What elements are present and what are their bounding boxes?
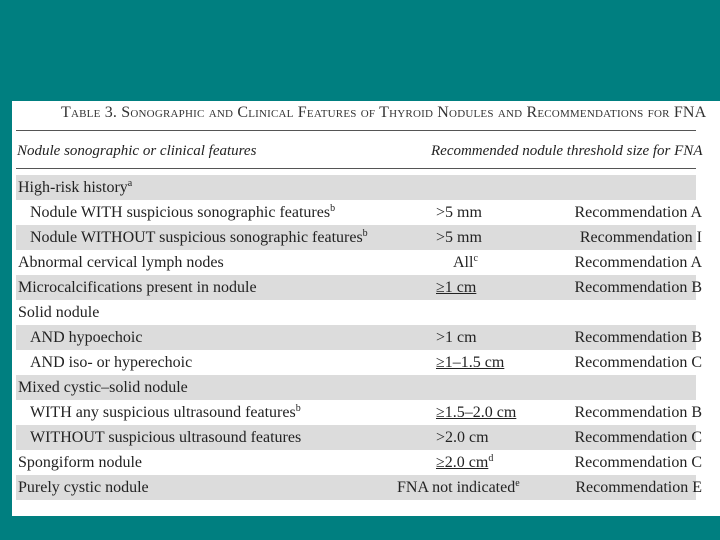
table-title: Table 3. Sonographic and Clinical Features of Thyroid Nodules and Recommendations for FNA [61, 104, 707, 121]
recommendation-cell: Recommendation C [574, 454, 702, 471]
table-row [16, 475, 702, 500]
table-row [16, 400, 702, 425]
table-row [16, 175, 696, 200]
recommendation-cell: Recommendation E [575, 479, 702, 496]
threshold-cell: >2.0 cm [436, 429, 489, 446]
recommendation-cell: Recommendation A [574, 254, 702, 271]
column-header-threshold: Recommended nodule threshold size for FNA [431, 143, 703, 159]
feature-cell: Microcalcifications present in nodule [18, 279, 257, 296]
recommendation-cell: Recommendation B [574, 279, 702, 296]
table-row [16, 425, 702, 450]
feature-cell: Solid nodule [18, 304, 100, 321]
table-row [16, 375, 696, 400]
feature-cell: Mixed cystic–solid nodule [18, 379, 188, 396]
threshold-cell: >5 mm [436, 229, 482, 246]
threshold-cell: All$^c$ [453, 253, 478, 271]
recommendation-cell: Recommendation C [574, 354, 702, 371]
feature-cell: Purely cystic nodule [18, 479, 149, 496]
recommendation-cell: Recommendation B [574, 404, 702, 421]
threshold-cell: ≥1.5–2.0 cm [436, 404, 517, 421]
feature-cell: WITH any suspicious ultrasound features$^b$ [30, 403, 301, 421]
threshold-cell: >1 cm [436, 329, 477, 346]
table-row [16, 350, 702, 375]
table-row [16, 250, 702, 275]
table-body [16, 175, 702, 500]
header-rule [16, 168, 696, 169]
feature-cell: Nodule WITH suspicious sonographic features$^b$ [30, 203, 336, 221]
threshold-cell: FNA not indicated$^e$ [397, 478, 520, 496]
table-row [16, 275, 702, 300]
feature-cell: Nodule WITHOUT suspicious sonographic features$^b$ [30, 228, 368, 246]
threshold-cell: ≥2.0 $cm^d$ [436, 453, 494, 471]
table-image [12, 101, 720, 516]
recommendation-cell: Recommendation I [579, 229, 702, 246]
threshold-cell: ≥1–1.5 cm [436, 354, 505, 371]
feature-cell: Abnormal cervical lymph nodes [18, 254, 224, 271]
feature-cell: AND hypoechoic [30, 329, 143, 346]
recommendation-cell: Recommendation A [574, 204, 702, 221]
recommendation-cell: Recommendation B [574, 329, 702, 346]
table-row [16, 200, 702, 225]
feature-cell: AND iso- or hyperechoic [30, 354, 193, 371]
column-header-features: Nodule sonographic or clinical features [17, 143, 257, 159]
table-row [16, 325, 702, 350]
table-row [16, 225, 702, 250]
feature-cell: WITHOUT suspicious ultrasound features [30, 429, 302, 446]
top-rule [16, 130, 696, 131]
threshold-cell: ≥1 cm [436, 279, 477, 296]
table-row [16, 300, 696, 325]
table-row [16, 450, 702, 475]
recommendation-cell: Recommendation C [574, 429, 702, 446]
threshold-cell: >5 mm [436, 204, 482, 221]
feature-cell: High-risk history$^a$ [18, 178, 133, 196]
feature-cell: Spongiform nodule [18, 454, 142, 471]
